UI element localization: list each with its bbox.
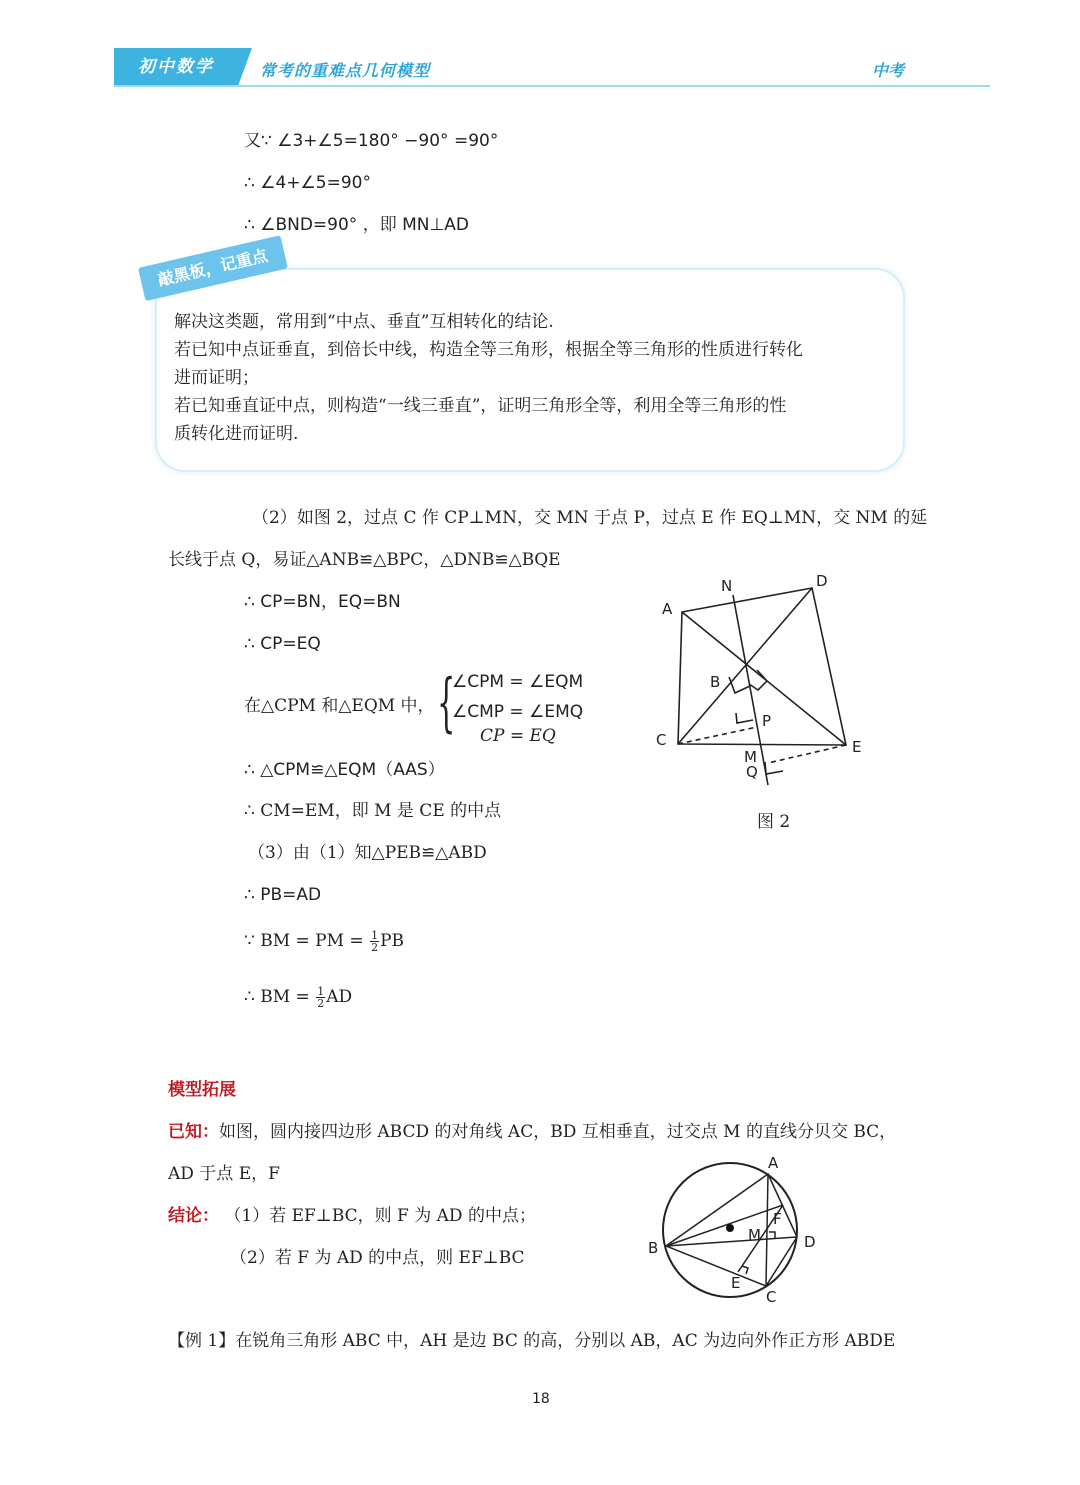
fraction-numerator: 1: [317, 985, 325, 998]
part2-system-prefix: 在△CPM 和△EQM 中，: [244, 696, 435, 716]
circle-label-M: M: [748, 1226, 761, 1244]
cyclic-quad-diagram: [640, 1150, 830, 1310]
note-line-2: 若已知中点证垂直，到倍长中线，构造全等三角形，根据全等三角形的性质进行转化: [174, 340, 803, 360]
note-line-3: 进而证明；: [174, 368, 259, 388]
fraction-numerator: 1: [371, 929, 379, 942]
line-EQ: [768, 745, 846, 763]
conclusion-text-1: （1）若 EF⊥BC，则 F 为 AD 的中点；: [224, 1206, 536, 1226]
given-text: 如图，圆内接四边形 ABCD 的对角线 AC，BD 互相垂直，过交点 M 的直线分贝交 BC，: [219, 1122, 897, 1142]
label-M: M: [744, 748, 757, 766]
fraction-denominator: 2: [371, 941, 379, 954]
fraction-denominator: 2: [317, 997, 325, 1010]
part3-step-1: （3）由（1）知△PEB≌△ABD: [248, 843, 487, 863]
header-tag: 初中数学: [114, 48, 238, 86]
header-divider: [114, 85, 990, 87]
proof-line-1: 又∵ ∠3+∠5=180° −90° =90°: [244, 131, 499, 151]
label-E: E: [852, 738, 862, 756]
system-eq-3: CP = EQ: [480, 726, 556, 746]
label-P: P: [762, 712, 772, 730]
note-tag: 敲黑板，记重点: [138, 235, 288, 301]
header-title: 常考的重难点几何模型: [260, 61, 431, 80]
proof-line-3: ∴ ∠BND=90° ，即 MN⊥AD: [244, 215, 470, 235]
proof-line-2: ∴ ∠4+∠5=90°: [244, 173, 371, 193]
fraction-one-half: [316, 986, 325, 1009]
circle-label-E: E: [731, 1274, 741, 1292]
right-angle-B-left: [729, 677, 750, 693]
fraction-one-half: [370, 930, 379, 953]
line-DC: [678, 588, 812, 744]
part2-step-1: ∴ CP=BN，EQ=BN: [244, 592, 401, 612]
note-line-1: 解决这类题，常用到“中点、垂直”互相转化的结论.: [174, 312, 554, 332]
part3-step-4: [244, 986, 352, 1009]
part2-step-5: ∴ CM=EM，即 M 是 CE 的中点: [244, 801, 502, 821]
label-Q: Q: [746, 763, 758, 781]
part3-step-2: ∴ PB=AD: [244, 885, 322, 905]
part3-step-3: [244, 930, 404, 953]
system-eq-2: ∠CMP = ∠EMQ: [452, 702, 584, 722]
given-label: 已知：: [168, 1122, 219, 1142]
right-angle-E: [742, 1266, 748, 1274]
page-number: 18: [532, 1391, 550, 1407]
part2-intro-2: 长线于点 Q，易证△ANB≌△BPC，△DNB≌△BQE: [168, 550, 561, 570]
circle-label-F: F: [773, 1210, 782, 1228]
figure-2-caption: 图 2: [757, 812, 791, 832]
label-A: A: [662, 600, 673, 618]
label-N: N: [721, 577, 733, 595]
extension-conclusion-1: [168, 1205, 536, 1227]
conclusion-label: 结论：: [168, 1206, 219, 1226]
extension-heading: 模型拓展: [168, 1080, 236, 1100]
part2-step-4: ∴ △CPM≌△EQM（AAS）: [244, 760, 445, 780]
header-right-label: 中考: [872, 61, 905, 80]
label-B: B: [710, 673, 721, 691]
part3-step-3-rhs: PB: [380, 931, 405, 951]
circle-label-C: C: [766, 1288, 777, 1306]
example-1-text: 【例 1】在锐角三角形 ABC 中，AH 是边 BC 的高，分别以 AB，AC 为边向外作正方形 ABDE: [168, 1331, 896, 1351]
right-angle-P: [736, 713, 753, 723]
circle-label-B: B: [648, 1239, 659, 1257]
label-D: D: [816, 572, 828, 590]
extension-given-line-1: [168, 1121, 896, 1143]
system-brace: {: [437, 666, 456, 740]
label-C: C: [656, 731, 667, 749]
part3-step-4-rhs: AD: [326, 987, 353, 1007]
extension-conclusion-2: （2）若 F 为 AD 的中点，则 EF⊥BC: [230, 1248, 525, 1268]
right-angle-M: [769, 1232, 775, 1238]
figure-2-diagram: [640, 565, 880, 795]
note-line-4: 若已知垂直证中点，则构造“一线三垂直”，证明三角形全等，利用全等三角形的性: [174, 396, 787, 416]
part2-step-2: ∴ CP=EQ: [244, 634, 321, 654]
part3-step-4-lhs: ∴ BM =: [244, 987, 310, 1007]
circle-label-A: A: [768, 1154, 779, 1172]
circle-label-D: D: [804, 1233, 816, 1251]
system-eq-1: ∠CPM = ∠EQM: [452, 672, 584, 692]
part3-step-3-lhs: ∵ BM = PM =: [244, 931, 364, 951]
right-angle-Q: [765, 762, 783, 774]
note-line-5: 质转化进而证明.: [174, 424, 299, 444]
part2-intro-1: （2）如图 2，过点 C 作 CP⊥MN，交 MN 于点 P，过点 E 作 EQ⊥MN，交 NM 的延: [252, 508, 928, 528]
extension-given-line-2: AD 于点 E，F: [168, 1164, 280, 1184]
circle-center-dot: [726, 1224, 734, 1232]
